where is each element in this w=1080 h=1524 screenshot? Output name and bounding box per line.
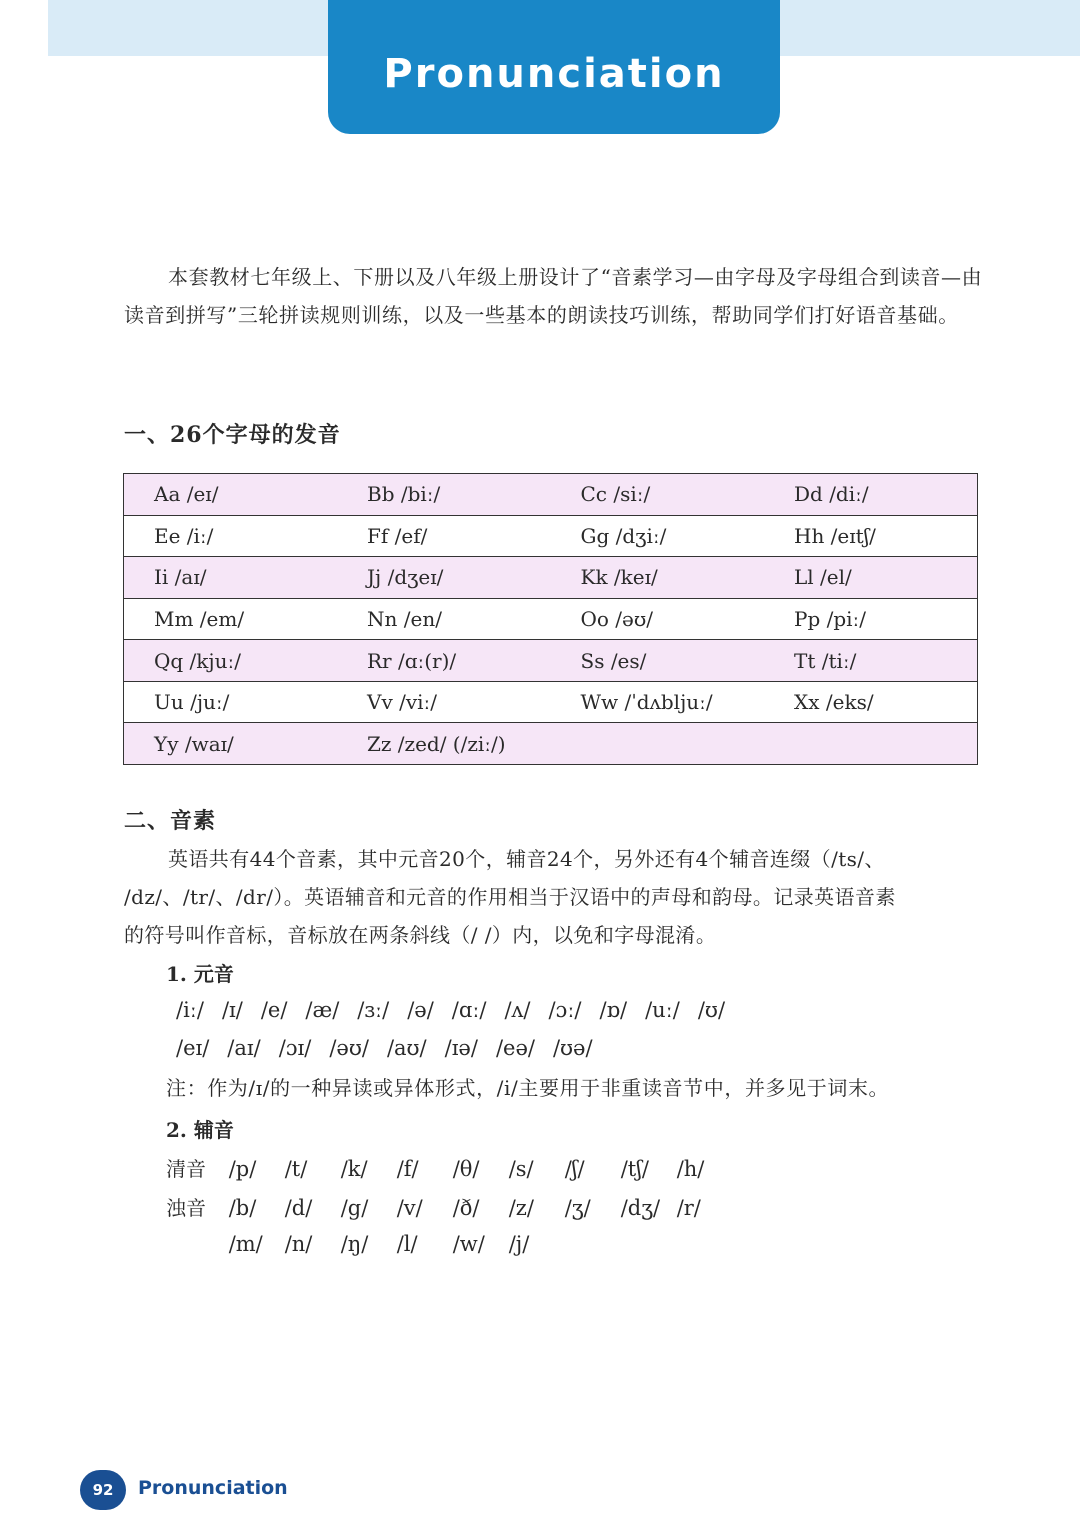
letter-cell: Qq /kjuː/ <box>124 640 338 682</box>
page-title: Pronunciation <box>383 51 725 97</box>
table-row <box>124 515 978 557</box>
letter-cell: Pp /piː/ <box>764 598 978 640</box>
vowels-heading: 1. 元音 <box>166 962 234 986</box>
title-tab <box>328 0 780 134</box>
voiceless-label: 清音 <box>166 1157 206 1181</box>
phoneme-symbol: /aʊ/ <box>386 1036 427 1060</box>
phoneme-symbol: /uː/ <box>645 998 680 1022</box>
phoneme-symbol: /n/ <box>284 1232 313 1256</box>
voiced-row <box>166 1192 733 1221</box>
letter-cell: Cc /siː/ <box>551 474 765 516</box>
phoneme-symbol: /ɪ/ <box>221 998 243 1022</box>
phoneme-symbol: /ʊ/ <box>697 998 726 1022</box>
phoneme-symbol: /r/ <box>676 1196 701 1220</box>
letter-cell: Yy /waɪ/ <box>124 723 338 765</box>
phoneme-symbol: /l/ <box>396 1232 418 1256</box>
phoneme-symbol: /tʃ/ <box>620 1157 649 1181</box>
letter-cell: Bb /biː/ <box>337 474 551 516</box>
vowel-row <box>176 1036 611 1060</box>
letter-cell: Gg /dʒiː/ <box>551 515 765 557</box>
phoneme-symbol: /θ/ <box>452 1157 480 1181</box>
phoneme-symbol: /f/ <box>396 1157 419 1181</box>
table-row <box>124 557 978 599</box>
phoneme-symbol: /k/ <box>340 1157 368 1181</box>
phoneme-symbol: /ɔː/ <box>548 998 582 1022</box>
voiced-label: 浊音 <box>166 1196 206 1220</box>
phoneme-symbol: /iː/ <box>176 998 204 1022</box>
phoneme-symbol: /ŋ/ <box>340 1232 369 1256</box>
phoneme-symbol: /ɪə/ <box>444 1036 478 1060</box>
phoneme-symbol: /t/ <box>284 1157 308 1181</box>
letter-cell: Ss /es/ <box>551 640 765 682</box>
phoneme-symbol: /m/ <box>228 1232 263 1256</box>
vowel-note: 注：作为/ɪ/的一种异读或异体形式，/i/主要用于非重读音节中，并多见于词末。 <box>166 1076 890 1100</box>
phoneme-symbol: /ɜː/ <box>357 998 390 1022</box>
phoneme-symbol: /əʊ/ <box>329 1036 369 1060</box>
phoneme-symbol: /d/ <box>284 1196 313 1220</box>
letter-cell: Nn /en/ <box>337 598 551 640</box>
alphabet-table <box>123 473 978 765</box>
table-row <box>124 681 978 723</box>
letter-cell: Ee /iː/ <box>124 515 338 557</box>
phoneme-symbol: /ʃ/ <box>564 1157 585 1181</box>
phoneme-symbol: /ʒ/ <box>564 1196 591 1220</box>
letter-cell: Tt /tiː/ <box>764 640 978 682</box>
letter-cell: Zz /zed/ (/ziː/) <box>337 723 551 765</box>
phoneme-symbol: /b/ <box>228 1196 257 1220</box>
phoneme-symbol: /e/ <box>260 998 288 1022</box>
letter-cell: Jj /dʒeɪ/ <box>337 557 551 599</box>
letter-cell: Kk /keɪ/ <box>551 557 765 599</box>
voiceless-row <box>166 1153 733 1182</box>
table-row <box>124 723 978 765</box>
section2-heading: 二、音素 <box>124 808 217 834</box>
letter-cell: Rr /ɑː(r)/ <box>337 640 551 682</box>
letter-cell: Ll /el/ <box>764 557 978 599</box>
table-row <box>124 598 978 640</box>
phoneme-symbol: /j/ <box>508 1232 530 1256</box>
phoneme-symbol: /ʌ/ <box>504 998 531 1022</box>
phoneme-symbol: /w/ <box>452 1232 485 1256</box>
letter-cell <box>764 723 978 765</box>
phoneme-symbol: /z/ <box>508 1196 534 1220</box>
phoneme-symbol: /ɑː/ <box>451 998 487 1022</box>
phoneme-symbol: /h/ <box>676 1157 705 1181</box>
table-row <box>124 640 978 682</box>
phoneme-symbol: /p/ <box>228 1157 257 1181</box>
voiced-extra-row <box>166 1232 565 1256</box>
phoneme-symbol: /ɔɪ/ <box>278 1036 312 1060</box>
letter-cell: Ww /ˈdʌbljuː/ <box>551 681 765 723</box>
phoneme-symbol: /ʊə/ <box>552 1036 593 1060</box>
phoneme-paragraph-line: /dz/、/tr/、/dr/）。英语辅音和元音的作用相当于汉语中的声母和韵母。记录英语音素 <box>124 885 896 909</box>
letter-cell: Oo /əʊ/ <box>551 598 765 640</box>
letter-cell: Uu /juː/ <box>124 681 338 723</box>
phoneme-paragraph-line: 的符号叫作音标，音标放在两条斜线（/ /）内，以免和字母混淆。 <box>124 923 717 947</box>
letter-cell: Xx /eks/ <box>764 681 978 723</box>
phoneme-symbol: /eɪ/ <box>176 1036 210 1060</box>
consonants-heading: 2. 辅音 <box>166 1118 234 1142</box>
phoneme-symbol: /aɪ/ <box>227 1036 261 1060</box>
letter-cell: Aa /eɪ/ <box>124 474 338 516</box>
section1-heading: 一、26个字母的发音 <box>124 422 341 448</box>
phoneme-symbol: /eə/ <box>495 1036 535 1060</box>
phoneme-symbol: /ð/ <box>452 1196 480 1220</box>
phoneme-symbol: /dʒ/ <box>620 1196 661 1220</box>
letter-cell: Mm /em/ <box>124 598 338 640</box>
phoneme-symbol: /ɒ/ <box>599 998 628 1022</box>
phoneme-symbol: /ə/ <box>407 998 434 1022</box>
intro-paragraph: 本套教材七年级上、下册以及八年级上册设计了“音素学习—由字母及字母组合到读音—由读音到拼写”三轮拼读规则训练，以及一些基本的朗读技巧训练，帮助同学们打好语音基础。 <box>124 265 983 327</box>
table-row <box>124 474 978 516</box>
letter-cell: Vv /viː/ <box>337 681 551 723</box>
letter-cell <box>551 723 765 765</box>
phoneme-paragraph-line: 英语共有44个音素，其中元音20个，辅音24个，另外还有4个辅音连缀（/ts/、 <box>168 847 885 871</box>
page-number-badge: 92 <box>80 1470 126 1510</box>
phoneme-symbol: /g/ <box>340 1196 369 1220</box>
vowel-row <box>176 998 743 1022</box>
phoneme-symbol: /s/ <box>508 1157 534 1181</box>
letter-cell: Hh /eɪtʃ/ <box>764 515 978 557</box>
phoneme-paragraph <box>124 840 984 954</box>
phoneme-symbol: /æ/ <box>305 998 340 1022</box>
letter-cell: Ii /aɪ/ <box>124 557 338 599</box>
phoneme-symbol: /v/ <box>396 1196 423 1220</box>
footer-label: Pronunciation <box>138 1477 288 1499</box>
letter-cell: Ff /ef/ <box>337 515 551 557</box>
letter-cell: Dd /diː/ <box>764 474 978 516</box>
